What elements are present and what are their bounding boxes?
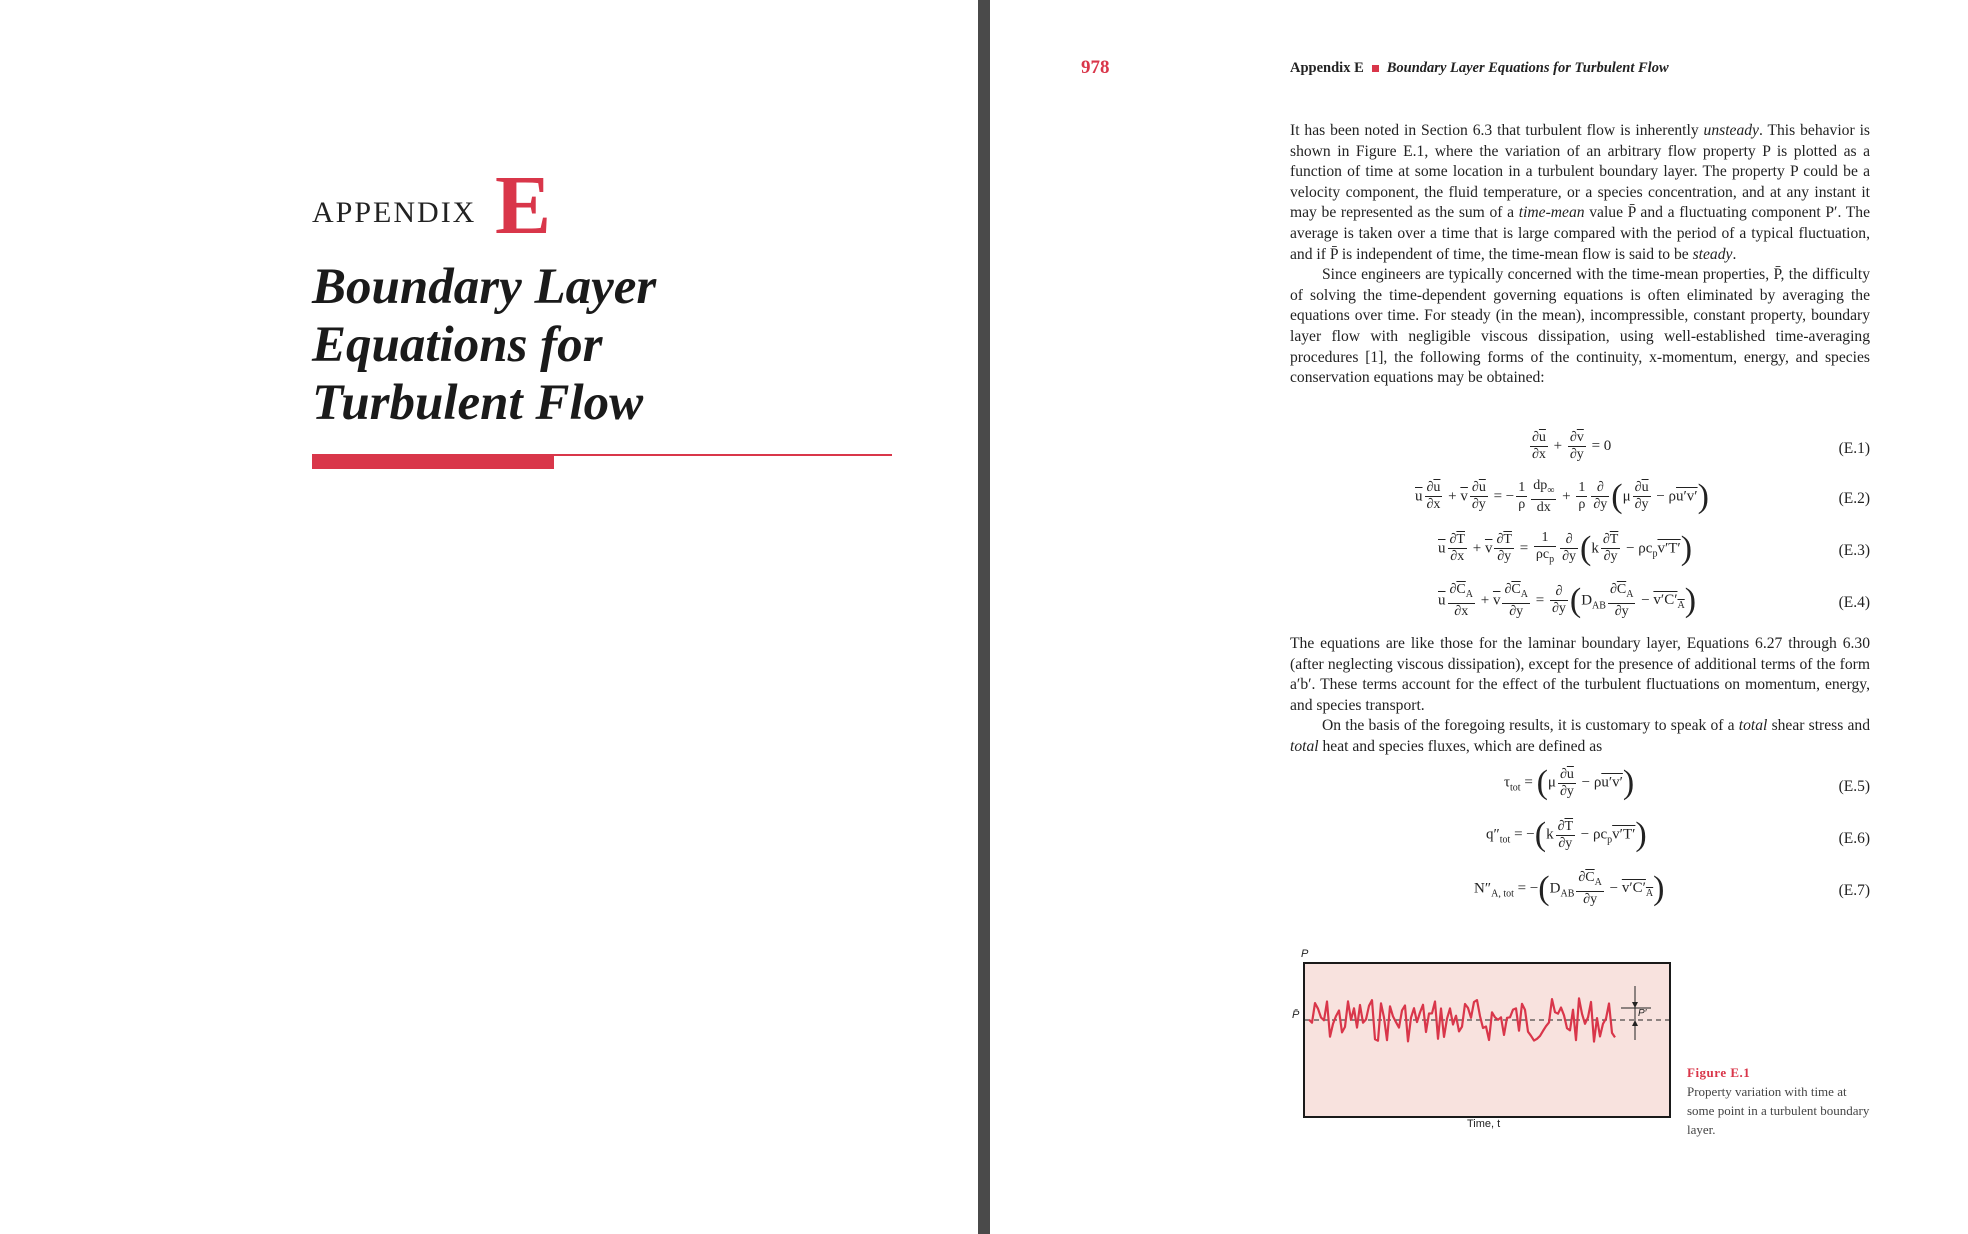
equation-e2-formula: $\overline{u}$ $\frac{\partial\overline{u}}{\partial x}$ + $\overline{v}$ $\frac{\partial\overline{u}}{\partial y}$ = − $\frac{1}{\rho}$ $\frac{dp_\infty}{dx}$ + $\frac{1}{\rho}$ $\frac{\partial}{\partial y}$ (μ $\frac{\partial\overline{u}}{\partial y}$ − ρu′v′) (1415, 477, 1709, 515)
equation-e3-formula: $\overline{u}$ $\frac{\partial\overline{T}}{\partial x}$ + $\overline{v}$ $\frac{\partial\overline{T}}{\partial y}$ = $\frac{1}{\rho c_p}$ $\frac{\partial}{\partial y}$ (k $\frac{\partial\overline{T}}{\partial y}$ − $\rho c_pv'T'$) (1438, 529, 1693, 567)
appendix-letter: E (495, 159, 552, 252)
para4-text-c: heat and species fluxes, which are defined as (1318, 737, 1603, 755)
para4-emph-total-2: total (1290, 737, 1319, 755)
equation-e5-formula: $\tau_{tot} = (\mu$ $\frac{\partial\overline{u}}{\partial y}$ − ρu′v′) (1504, 764, 1635, 801)
para1-emph-timemean: time-mean (1518, 204, 1585, 222)
equation-e6-number: (E.6) (1838, 830, 1870, 847)
arrow-up-icon (1632, 1020, 1638, 1026)
equation-e7 (1290, 870, 1870, 910)
equation-e2 (1290, 478, 1870, 518)
para4-text-b: shear stress and (1767, 717, 1871, 735)
equation-e4 (1290, 582, 1870, 622)
figure-caption (1687, 1063, 1877, 1139)
equation-e5 (1290, 766, 1870, 806)
para1-text-a: It has been noted in Section 6.3 that turbulent flow is inherently (1290, 122, 1704, 139)
chapter-title-line-2: Equations for (312, 317, 603, 373)
equation-e6 (1290, 818, 1870, 858)
running-head-title: Boundary Layer Equations for Turbulent Flow (1386, 60, 1669, 76)
figure-caption-title: Figure E.1 (1687, 1065, 1751, 1080)
paragraph-2: Since engineers are typically concerned with the time-mean properties, P̄, the difficulty of solving the time-dependent governing equations is often eliminated by averaging the equations over time. For steady (in the mean), incompressible, constant property, boundary layer flow with negligible viscous dissipation, using well-established time-averaging procedures [1], the following forms of the continuity, x-momentum, energy, and species conservation equations may be obtained: (1290, 266, 1870, 387)
para1-text-b: . This behavior is shown in Figure E.1, where the variation of an arbitrary flow property P is plotted as a function of time at some location in a turbulent boundary layer. The property P could be a velocity component, the fluid temperature, or a species concentration, and at any instant it may be represented as the sum of a (1290, 122, 1870, 222)
left-page (0, 0, 978, 1234)
figure-mean-label: P̄ (1292, 1009, 1300, 1021)
chapter-accent-bar (312, 456, 554, 469)
equation-e7-formula: $N''_{A, tot} = -(D_{AB}$ $\frac{\partial\overline{C}_A}{\partial y}$ − $v'C'_A$) (1474, 869, 1665, 907)
chapter-title-line-1: Boundary Layer (312, 259, 657, 315)
figure-x-axis-label: Time, t (1467, 1118, 1501, 1130)
equation-e2-number: (E.2) (1838, 490, 1870, 507)
square-bullet-icon (1372, 65, 1379, 72)
equation-e7-number: (E.7) (1838, 882, 1870, 899)
equation-e1-number: (E.1) (1838, 440, 1870, 457)
middle-paragraphs (1290, 634, 1870, 758)
appendix-label: APPENDIX (312, 196, 477, 229)
equation-e3 (1290, 530, 1870, 570)
fluctuation-label: P′ (1638, 1008, 1647, 1019)
paragraph-3: The equations are like those for the laminar boundary layer, Equations 6.27 through 6.30 (after neglecting viscous dissipation), except for the presence of additional terms of the form a′b′. These terms account for the effect of the turbulent fluctuations on momentum, energy, and species transport. (1290, 635, 1870, 714)
chapter-title (312, 258, 656, 432)
equation-e1 (1290, 428, 1870, 468)
para1-text-c: value P̄ and a fluctuating component P′. The average is taken over a time that is large compared with the period of a typical fluctuation, and if P̄ is independent of time, the time-mean flow is said to be (1290, 204, 1870, 263)
chapter-title-line-3: Turbulent Flow (312, 375, 644, 431)
para1-emph-steady: steady (1692, 245, 1733, 263)
running-head (1290, 60, 1669, 77)
equation-e3-number: (E.3) (1838, 542, 1870, 559)
equation-e5-number: (E.5) (1838, 778, 1870, 795)
equation-e6-formula: $q''_{tot} = -(k$ $\frac{\partial\overline{T}}{\partial y}$ − $\rho c_pv'T'$) (1486, 816, 1647, 853)
para4-text-a: On the basis of the foregoing results, it is customary to speak of a (1322, 717, 1739, 735)
figure-signal-svg (1305, 964, 1669, 1116)
running-head-prefix: Appendix E (1290, 60, 1364, 76)
para1-emph-unsteady: unsteady (1703, 122, 1759, 139)
paragraph-4 (1290, 716, 1870, 757)
equation-e1-formula: $\frac{\partial\overline{u}}{\partial x}$ + $\frac{\partial\overline{v}}{\partial y}$ = 0 (1532, 430, 1612, 462)
figure-plot-area (1303, 962, 1671, 1118)
para1-text-d: . (1732, 245, 1737, 263)
para4-emph-total-1: total (1738, 717, 1768, 735)
figure-y-axis-label: P (1301, 948, 1309, 960)
paragraph-1 (1290, 121, 1870, 265)
figure-caption-text: Property variation with time at some point in a turbulent boundary layer. (1687, 1084, 1870, 1137)
equation-e4-number: (E.4) (1838, 594, 1870, 611)
page-number: 978 (1081, 57, 1110, 78)
page-gutter-divider (978, 0, 990, 1234)
intro-paragraphs (1290, 121, 1870, 389)
equation-e4-formula: $\overline{u}$ $\frac{\partial\overline{C}_A}{\partial x}$ + $\overline{v}$ $\frac{\partial\overline{C}_A}{\partial y}$ = $\frac{\partial}{\partial y}$ ($D_{AB}$ $\frac{\partial\overline{C}_A}{\partial y}$ − $v'C'_A$) (1438, 581, 1697, 619)
